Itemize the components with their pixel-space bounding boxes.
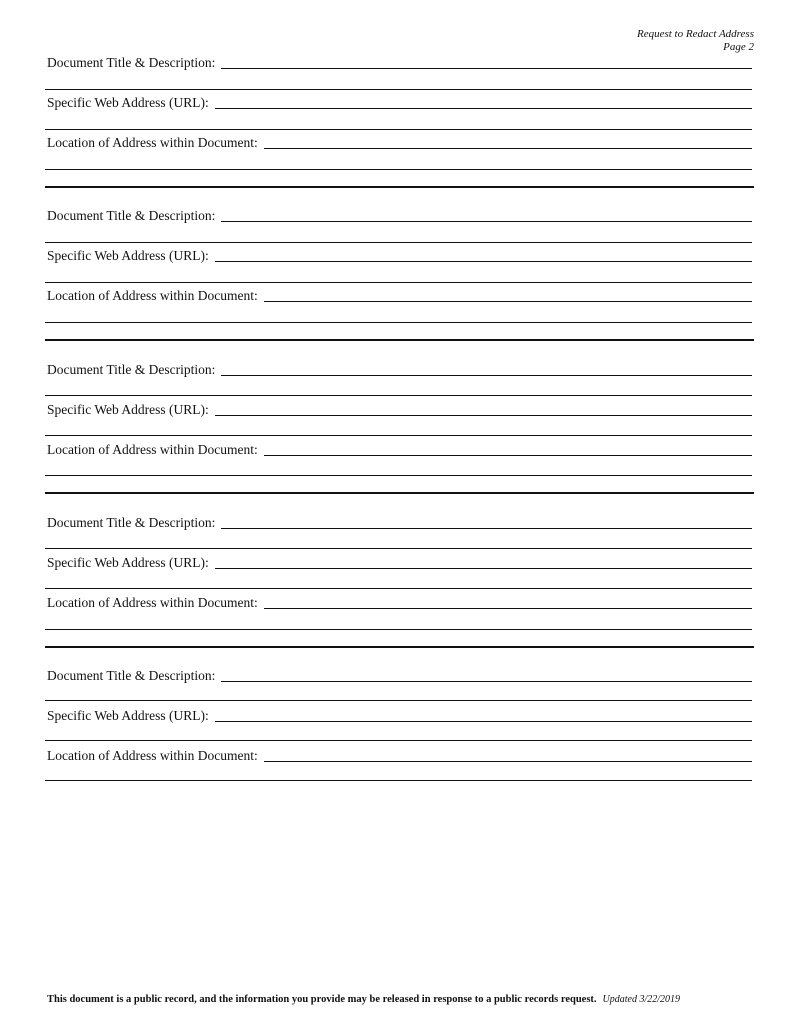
title-continuation-line[interactable]: [45, 242, 752, 243]
url-continuation-line[interactable]: [45, 282, 752, 283]
section-divider: [45, 339, 754, 341]
section-4-url-field[interactable]: [47, 554, 752, 571]
url-continuation-line[interactable]: [45, 740, 752, 741]
section-3-url-field[interactable]: [47, 401, 752, 418]
url-label: Specific Web Address (URL):: [47, 708, 209, 723]
title-input-line[interactable]: [221, 514, 752, 529]
url-input-line[interactable]: [215, 401, 752, 416]
location-label: Location of Address within Document:: [47, 288, 258, 303]
url-label: Specific Web Address (URL):: [47, 248, 209, 263]
title-input-line[interactable]: [221, 667, 752, 682]
url-input-line[interactable]: [215, 707, 752, 722]
section-2-title-field[interactable]: [47, 207, 752, 224]
page-footer: [47, 994, 680, 1005]
section-3-title-field[interactable]: [47, 361, 752, 378]
title-label: Document Title & Description:: [47, 55, 216, 70]
url-label: Specific Web Address (URL):: [47, 95, 209, 110]
section-5-title-field[interactable]: [47, 667, 752, 684]
section-divider: [45, 492, 754, 494]
location-continuation-line[interactable]: [45, 629, 752, 630]
title-input-line[interactable]: [221, 361, 752, 376]
section-1-title-field[interactable]: [47, 54, 752, 71]
title-continuation-line[interactable]: [45, 548, 752, 549]
location-input-line[interactable]: [264, 134, 752, 149]
url-input-line[interactable]: [215, 94, 752, 109]
location-input-line[interactable]: [264, 594, 752, 609]
section-divider: [45, 186, 754, 188]
title-continuation-line[interactable]: [45, 700, 752, 701]
section-2-location-field[interactable]: [47, 287, 752, 304]
section-1-location-field[interactable]: [47, 134, 752, 151]
header-form-name: Request to Redact Address: [636, 28, 754, 40]
location-label: Location of Address within Document:: [47, 442, 258, 457]
url-label: Specific Web Address (URL):: [47, 555, 209, 570]
title-input-line[interactable]: [221, 207, 752, 222]
location-continuation-line[interactable]: [45, 780, 752, 781]
url-continuation-line[interactable]: [45, 129, 752, 130]
url-continuation-line[interactable]: [45, 435, 752, 436]
url-input-line[interactable]: [215, 554, 752, 569]
section-4-title-field[interactable]: [47, 514, 752, 531]
title-input-line[interactable]: [221, 54, 752, 69]
location-continuation-line[interactable]: [45, 169, 752, 170]
title-label: Document Title & Description:: [47, 515, 216, 530]
location-continuation-line[interactable]: [45, 475, 752, 476]
section-3-location-field[interactable]: [47, 441, 752, 458]
url-label: Specific Web Address (URL):: [47, 402, 209, 417]
page-header: [637, 28, 754, 54]
title-label: Document Title & Description:: [47, 668, 216, 683]
section-4-location-field[interactable]: [47, 594, 752, 611]
section-5-url-field[interactable]: [47, 707, 752, 724]
location-label: Location of Address within Document:: [47, 135, 258, 150]
location-label: Location of Address within Document:: [47, 595, 258, 610]
title-label: Document Title & Description:: [47, 362, 216, 377]
public-record-notice: This document is a public record, and the information you provide may be released in response to a public records request.: [47, 994, 597, 1005]
header-page-number: Page 2: [723, 41, 754, 53]
location-label: Location of Address within Document:: [47, 748, 258, 763]
location-input-line[interactable]: [264, 287, 752, 302]
section-divider: [45, 646, 754, 648]
location-input-line[interactable]: [264, 441, 752, 456]
title-continuation-line[interactable]: [45, 89, 752, 90]
location-continuation-line[interactable]: [45, 322, 752, 323]
url-continuation-line[interactable]: [45, 588, 752, 589]
location-input-line[interactable]: [264, 747, 752, 762]
updated-date: Updated 3/22/2019: [602, 994, 681, 1005]
section-1-url-field[interactable]: [47, 94, 752, 111]
title-continuation-line[interactable]: [45, 395, 752, 396]
section-2-url-field[interactable]: [47, 247, 752, 264]
section-5-location-field[interactable]: [47, 747, 752, 764]
title-label: Document Title & Description:: [47, 208, 216, 223]
url-input-line[interactable]: [215, 247, 752, 262]
